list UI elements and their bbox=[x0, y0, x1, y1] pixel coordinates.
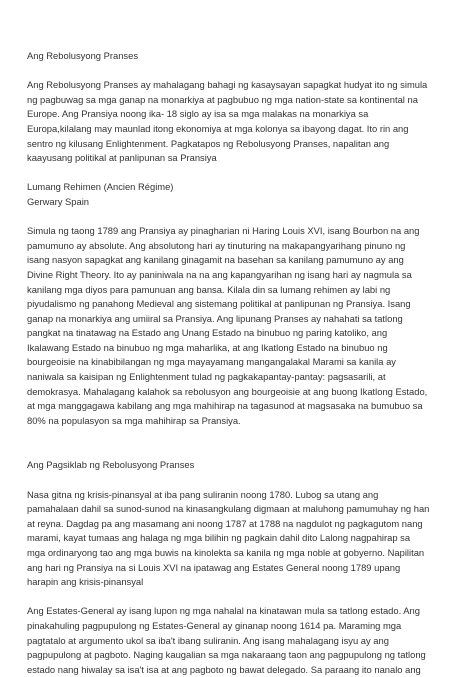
section-subheading: Lumang Rehimen (Ancien Régime) bbox=[27, 181, 174, 193]
body-paragraph-2: Nasa gitna ng krisis-pinansyal at iba pang suliranin noong 1780. Lubog sa utang ang pamahalaan dahil sa sunod-sunod na kinasangkulang digmaan at maluhong pamumuhay ng han at reyna. Dagdag pa ang masamang ani noong 1787 at 1788 na nagdulot ng pagkagutom nang marami, kayat tumaas ang halaga ng mga bilihin ng pagkain dahil dito Lalong nagpahirap sa mga ordinaryong tao ang mga buwis na kinolekta sa kanila ng mga noble at gobyerno. Napilitan ang hari ng Pransiya na si Louis XVI na ipatawag ang Estates General noong 1789 upang harapin ang krisis-pinansyal bbox=[27, 488, 430, 588]
body-paragraph-1: Simula ng taong 1789 ang Pransiya ay pinagharian ni Haring Louis XVI, isang Bourbon na ang pamumuno ay absolute. Ang absolutong hari ay tinuturing na makapangyarihang pinuno ng isang nasyon sapagkat ang kanilang ginagamit na basehan sa kanilang pamumuno ay ang Divine Right Theory. Ito ay paniniwala na na ang kapangyarihan ng isang hari ay nagmula sa kanilang mga diyos para pamunuan ang bansa. Kilala din sa lumang rehimen ay labi ng piyudalismo ng panahong Medieval ang sistemang politikal at panlipunan ng Pransiya. Isang ganap na monarkiya ang umiiral sa Pransiya. Ang lipunang Pranses ay nahahati sa tatlong pangkat na tinatawag na Estado ang Unang Estado na binubuo ng paring katoliko, ang Ikalawang Estado na binubuo ng mga maharlika, at ang Ikatlong Estado na binubuo ng bourgeoisie na kinabibilangan ng mga mayayamang mangangalakal Marami sa kanila ay naniwala sa kaisipan ng Enlightenment tulad ng pagkakapantay-pantay: pagsasarili, at demokrasya. Mahalagang kalahok sa rebolusyon ang bourgeoisie at ang buong Ikatlong Estado, at mga manggagawa kabilang ang mga mahihirap na tagasunod at magsasaka na bumubuo sa 80% na populasyon sa mga mahihirap sa Pransiya. bbox=[27, 225, 428, 426]
section-heading-2: Ang Pagsiklab ng Rebolusyong Pranses bbox=[27, 459, 195, 471]
intro-paragraph: Ang Rebolusyong Pranses ay mahalagang bahagi ng kasaysayan sapagkat hudyat ito ng simula ng pagbuwag sa mga ganap na monarkiya at pagbubuo ng mga nation-state sa kontinental na Europe. Ang Pransiya noong ika- 18 siglo ay isa sa mga malakas na monarkiya sa Europa,kilalang may maunlad itong ekonomiya at mga kolonya sa ibayong dagat. Ito rin ang sentro ng kilusang Enlightenment. Pagkatapos ng Rebolusyong Pranses, napalitan ang kaayusang politikal at panlipunan sa Pransiya bbox=[27, 79, 428, 164]
document-title: Ang Rebolusyong Pranses bbox=[27, 50, 139, 61]
body-paragraph-3: Ang Estates-General ay isang lupon ng mga nahalal na kinatawan mula sa tatlong estado. Ang pinakahuling pagpupulong ng Estates-General ay ginanap noong 1614 pa. Maraming mga pagtatalo at argumento ukol sa iba't ibang suliranin. Ang isang mahalagang isyu ay ang pagpupulong at pagboto. Naging kaugalian sa mga nakaraang taon ang pagpupulong ng tatlong estado nang hiwalay sa isa't isa at ang pagboto ng bawat delegado. Sa paraang ito nanalo ang bbox=[27, 605, 426, 675]
author-line: Gerwary Spain bbox=[27, 195, 90, 207]
